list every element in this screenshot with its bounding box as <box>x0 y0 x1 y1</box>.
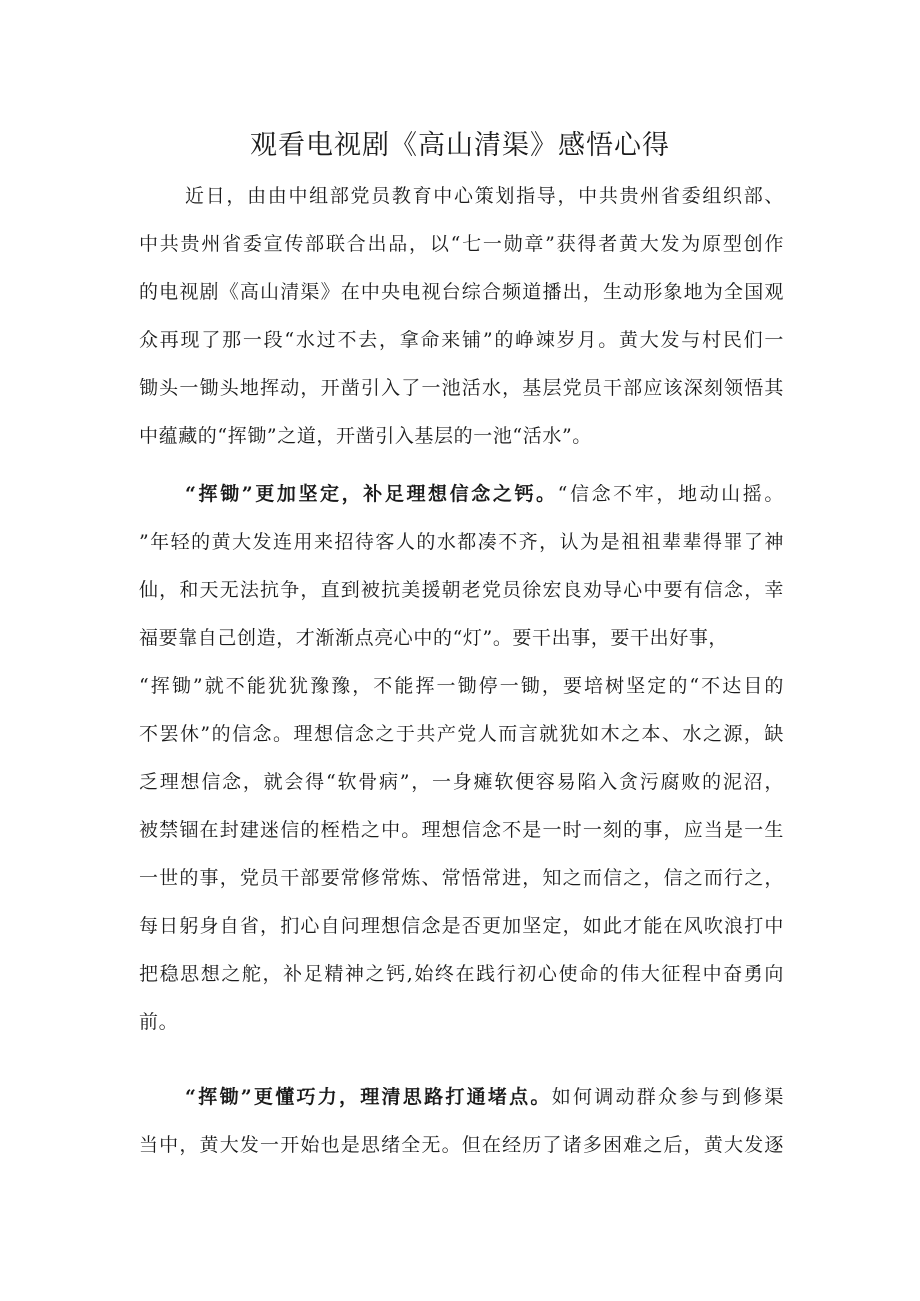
line-text: 众再现了那一段“水过不去，拿命来铺”的峥竦岁月。黄大发与村民们一 <box>139 329 784 351</box>
paragraph-line <box>185 1082 784 1112</box>
line-text: “信念不牢，地动山摇。 <box>557 483 784 505</box>
paragraph-line <box>139 527 784 557</box>
line-text: 如何调动群众参与到修渠 <box>551 1086 784 1108</box>
paragraph-line <box>139 719 784 749</box>
paragraph-line <box>139 325 784 355</box>
paragraph-line <box>139 623 784 653</box>
section-heading: “挥锄”更懂巧力，理清思路打通堵点。 <box>185 1086 552 1108</box>
paragraph-line <box>139 767 784 797</box>
line-text: 把稳思想之舵，补足精神之钙,始终在践行初心使命的伟大征程中奋勇向 <box>139 963 784 985</box>
paragraph-line <box>139 229 784 259</box>
paragraph-line <box>139 575 784 605</box>
line-text: 前。 <box>139 1011 179 1033</box>
paragraph-line <box>139 421 784 451</box>
line-text: 中共贵州省委宣传部联合出品，以“七一勋章”获得者黄大发为原型创作 <box>139 233 784 255</box>
paragraph-line <box>139 863 784 893</box>
line-text: 的电视剧《高山清渠》在中央电视台综合频道播出，生动形象地为全国观 <box>139 281 784 303</box>
line-text: 福要靠自己创造，才渐渐点亮心中的“灯”。要干出事，要干出好事， <box>139 627 729 649</box>
paragraph-line <box>139 959 784 989</box>
line-text: 每日躬身自省，扪心自问理想信念是否更加坚定，如此才能在风吹浪打中 <box>139 915 784 937</box>
paragraph-line <box>139 277 784 307</box>
paragraph-line <box>139 671 784 701</box>
line-text: 中蕴藏的“挥锄”之道，开凿引入基层的一池“活水”。 <box>139 425 592 447</box>
line-text: 被禁锢在封建迷信的桎梏之中。理想信念不是一时一刻的事，应当是一生 <box>139 819 784 841</box>
paragraph-line <box>139 373 784 403</box>
paragraph-line <box>139 815 784 845</box>
line-text: ”年轻的黄大发连用来招待客人的水都凑不齐，认为是祖祖辈辈得罪了神 <box>139 531 784 553</box>
line-text: 乏理想信念，就会得“软骨病”，一身瘫软便容易陷入贪污腐败的泥沼， <box>139 771 784 793</box>
paragraph-line <box>139 911 784 941</box>
paragraph-line <box>139 1130 784 1160</box>
paragraph-line <box>185 181 784 211</box>
section-heading: “挥锄”更加坚定，补足理想信念之钙。 <box>185 483 558 505</box>
paragraph-line <box>139 1007 784 1037</box>
line-text: “挥锄”就不能犹犹豫豫，不能挥一锄停一锄，要培树坚定的“不达目的 <box>139 675 784 697</box>
line-text: 近日，由由中组部党员教育中心策划指导，中共贵州省委组织部、 <box>185 185 784 207</box>
line-text: 不罢休”的信念。理想信念之于共产党人而言就犹如木之本、水之源，缺 <box>139 723 784 745</box>
line-text: 锄头一锄头地挥动，开凿引入了一池活水，基层党员干部应该深刻领悟其 <box>139 377 784 399</box>
line-text: 当中，黄大发一开始也是思绪全无。但在经历了诸多困难之后，黄大发逐 <box>139 1134 784 1156</box>
line-text: 一世的事，党员干部要常修常炼、常悟常进，知之而信之，信之而行之， <box>139 867 784 889</box>
paragraph-line <box>185 479 784 509</box>
line-text: 仙，和天无法抗争，直到被抗美援朝老党员徐宏良劝导心中要有信念，幸 <box>139 579 784 601</box>
document-title: 观看电视剧《高山清渠》感悟心得 <box>250 130 670 161</box>
